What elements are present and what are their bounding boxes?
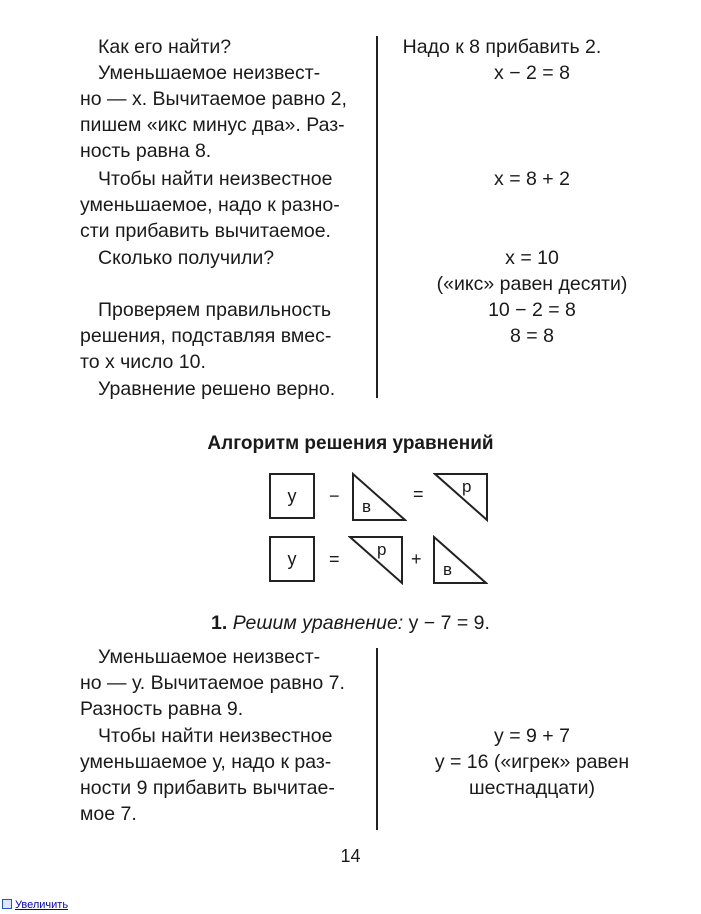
zoom-icon bbox=[2, 899, 12, 909]
text-line: ность равна 8. bbox=[80, 140, 212, 162]
text-line: Уравнение решено верно. bbox=[98, 378, 336, 400]
plus-sign: + bbox=[411, 549, 422, 569]
triangle-label-b: в bbox=[362, 497, 372, 516]
column-divider bbox=[376, 36, 378, 398]
unknown-box: у bbox=[269, 536, 315, 582]
text-line: Проверяем правильность bbox=[98, 299, 332, 321]
text-line: решения, подставляя вмес- bbox=[80, 325, 332, 347]
unknown-box: у bbox=[269, 473, 315, 519]
algorithm-title: Алгоритм решения уравнений bbox=[207, 433, 494, 454]
text-line: то x число 10. bbox=[80, 351, 206, 373]
text-line: уменьшаемое у, надо к раз- bbox=[80, 751, 332, 773]
equation: x = 8 + 2 bbox=[494, 168, 570, 190]
text-line: пишем «икс минус два». Раз- bbox=[80, 114, 345, 136]
text-line: Чтобы найти неизвестное bbox=[98, 725, 333, 747]
zoom-link[interactable] bbox=[2, 898, 68, 912]
text-line: Надо к 8 прибавить 2. bbox=[402, 36, 602, 58]
text-line: сти прибавить вычитаемое. bbox=[80, 220, 331, 242]
triangle-label-b: в bbox=[443, 560, 453, 579]
text-line: Сколько получили? bbox=[98, 247, 275, 269]
equation: x = 10 bbox=[505, 247, 559, 269]
equation: x − 2 = 8 bbox=[494, 62, 570, 84]
difference-triangle bbox=[433, 472, 489, 522]
triangle-label-p: р bbox=[377, 540, 387, 559]
task-number: 1. bbox=[211, 612, 228, 634]
equals-sign: = bbox=[329, 549, 340, 569]
task-heading bbox=[0, 610, 701, 636]
equation: 10 − 2 = 8 bbox=[488, 299, 576, 321]
text-line: Разность равна 9. bbox=[80, 698, 244, 720]
text-line: шестнадцати) bbox=[468, 777, 596, 799]
equals-sign: = bbox=[413, 484, 424, 504]
zoom-link-label: Увеличить bbox=[15, 899, 69, 911]
text-line: но — x. Вычитаемое равно 2, bbox=[80, 88, 347, 110]
difference-triangle bbox=[348, 535, 404, 585]
text-line: Уменьшаемое неизвест- bbox=[98, 62, 321, 84]
text-line: уменьшаемое, надо к разно- bbox=[80, 194, 340, 216]
equation: у = 9 + 7 bbox=[494, 725, 570, 747]
triangle-label-p: р bbox=[462, 477, 472, 496]
column-divider bbox=[376, 648, 378, 830]
text-line: Уменьшаемое неизвест- bbox=[98, 646, 321, 668]
page-number: 14 bbox=[340, 846, 361, 866]
task-text: Решим уравнение: bbox=[232, 612, 404, 634]
text-line: Чтобы найти неизвестное bbox=[98, 168, 333, 190]
subtrahend-triangle bbox=[351, 472, 407, 522]
subtrahend-triangle bbox=[432, 535, 488, 585]
text-line: мое 7. bbox=[80, 803, 137, 825]
task-equation: у − 7 = 9. bbox=[408, 612, 490, 634]
text-line: («икс» равен десяти) bbox=[436, 273, 628, 295]
equation: 8 = 8 bbox=[510, 325, 554, 347]
equation: у = 16 («игрек» равен bbox=[434, 751, 630, 773]
minus-sign: − bbox=[329, 486, 340, 506]
text-line: Как его найти? bbox=[98, 36, 232, 58]
text-line: но — у. Вычитаемое равно 7. bbox=[80, 672, 345, 694]
text-line: ности 9 прибавить вычитае- bbox=[80, 777, 335, 799]
